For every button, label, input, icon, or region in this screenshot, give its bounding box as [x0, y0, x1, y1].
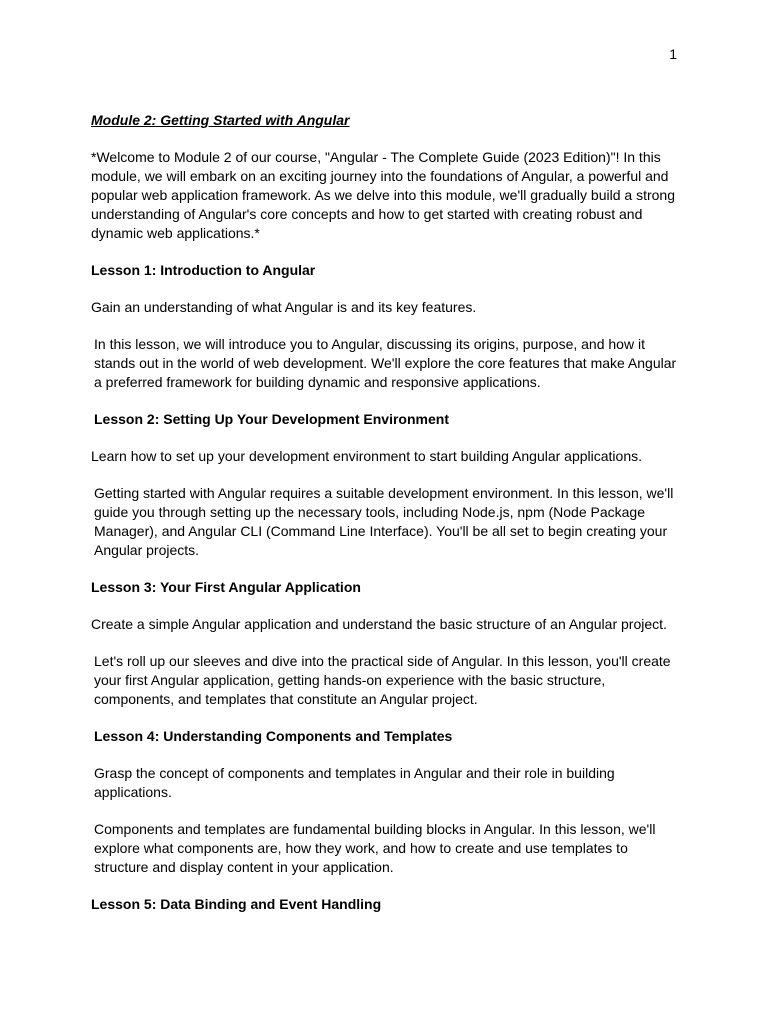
lesson-1-heading: Lesson 1: Introduction to Angular — [91, 262, 316, 278]
page-number: 1 — [669, 46, 677, 62]
lesson-1-summary: Gain an understanding of what Angular is and its key features. — [91, 299, 477, 315]
lesson-3-description: Let's roll up our sleeves and dive into the practical side of Angular. In this lesson, you'll create your first Angular application, getting hands-on experience with the basic structure, components, and templates that constitute an Angular project. — [94, 653, 671, 707]
lesson-1-description: In this lesson, we will introduce you to Angular, discussing its origins, purpose, and how it stands out in the world of web development. We'll explore the core features that make Angular a preferred framework for building dynamic and responsive applications. — [94, 336, 677, 390]
lesson-2-summary: Learn how to set up your development environment to start building Angular applications. — [91, 448, 643, 464]
lesson-3-heading: Lesson 3: Your First Angular Application — [91, 579, 361, 595]
lesson-4-description: Components and templates are fundamental building blocks in Angular. In this lesson, we'll explore what components are, how they work, and how to create and use templates to structure and display content in your application. — [94, 821, 656, 875]
lesson-4-heading: Lesson 4: Understanding Components and Templates — [94, 728, 453, 744]
lesson-2-heading: Lesson 2: Setting Up Your Development Environment — [94, 411, 449, 427]
lesson-3-summary: Create a simple Angular application and understand the basic structure of an Angular project. — [91, 616, 667, 632]
lesson-2-description: Getting started with Angular requires a suitable development environment. In this lesson, we'll guide you through setting up the necessary tools, including Node.js, npm (Node Package Manager), and Angular CLI (Command Line Interface). You'll be all set to begin creating your Angular projects. — [94, 485, 674, 558]
lesson-5-heading: Lesson 5: Data Binding and Event Handling — [91, 896, 382, 912]
module-title: Module 2: Getting Started with Angular — [91, 112, 350, 128]
document-body — [91, 111, 683, 932]
module-intro: *Welcome to Module 2 of our course, "Angular - The Complete Guide (2023 Edition)"! In this module, we will embark on an exciting journey into the foundations of Angular, a powerful and popular web application framework. As we delve into this module, we'll gradually build a strong understanding of Angular's core concepts and how to get started with creating robust and dynamic web applications.* — [91, 149, 675, 241]
lesson-4-summary: Grasp the concept of components and templates in Angular and their role in building applications. — [94, 765, 615, 800]
